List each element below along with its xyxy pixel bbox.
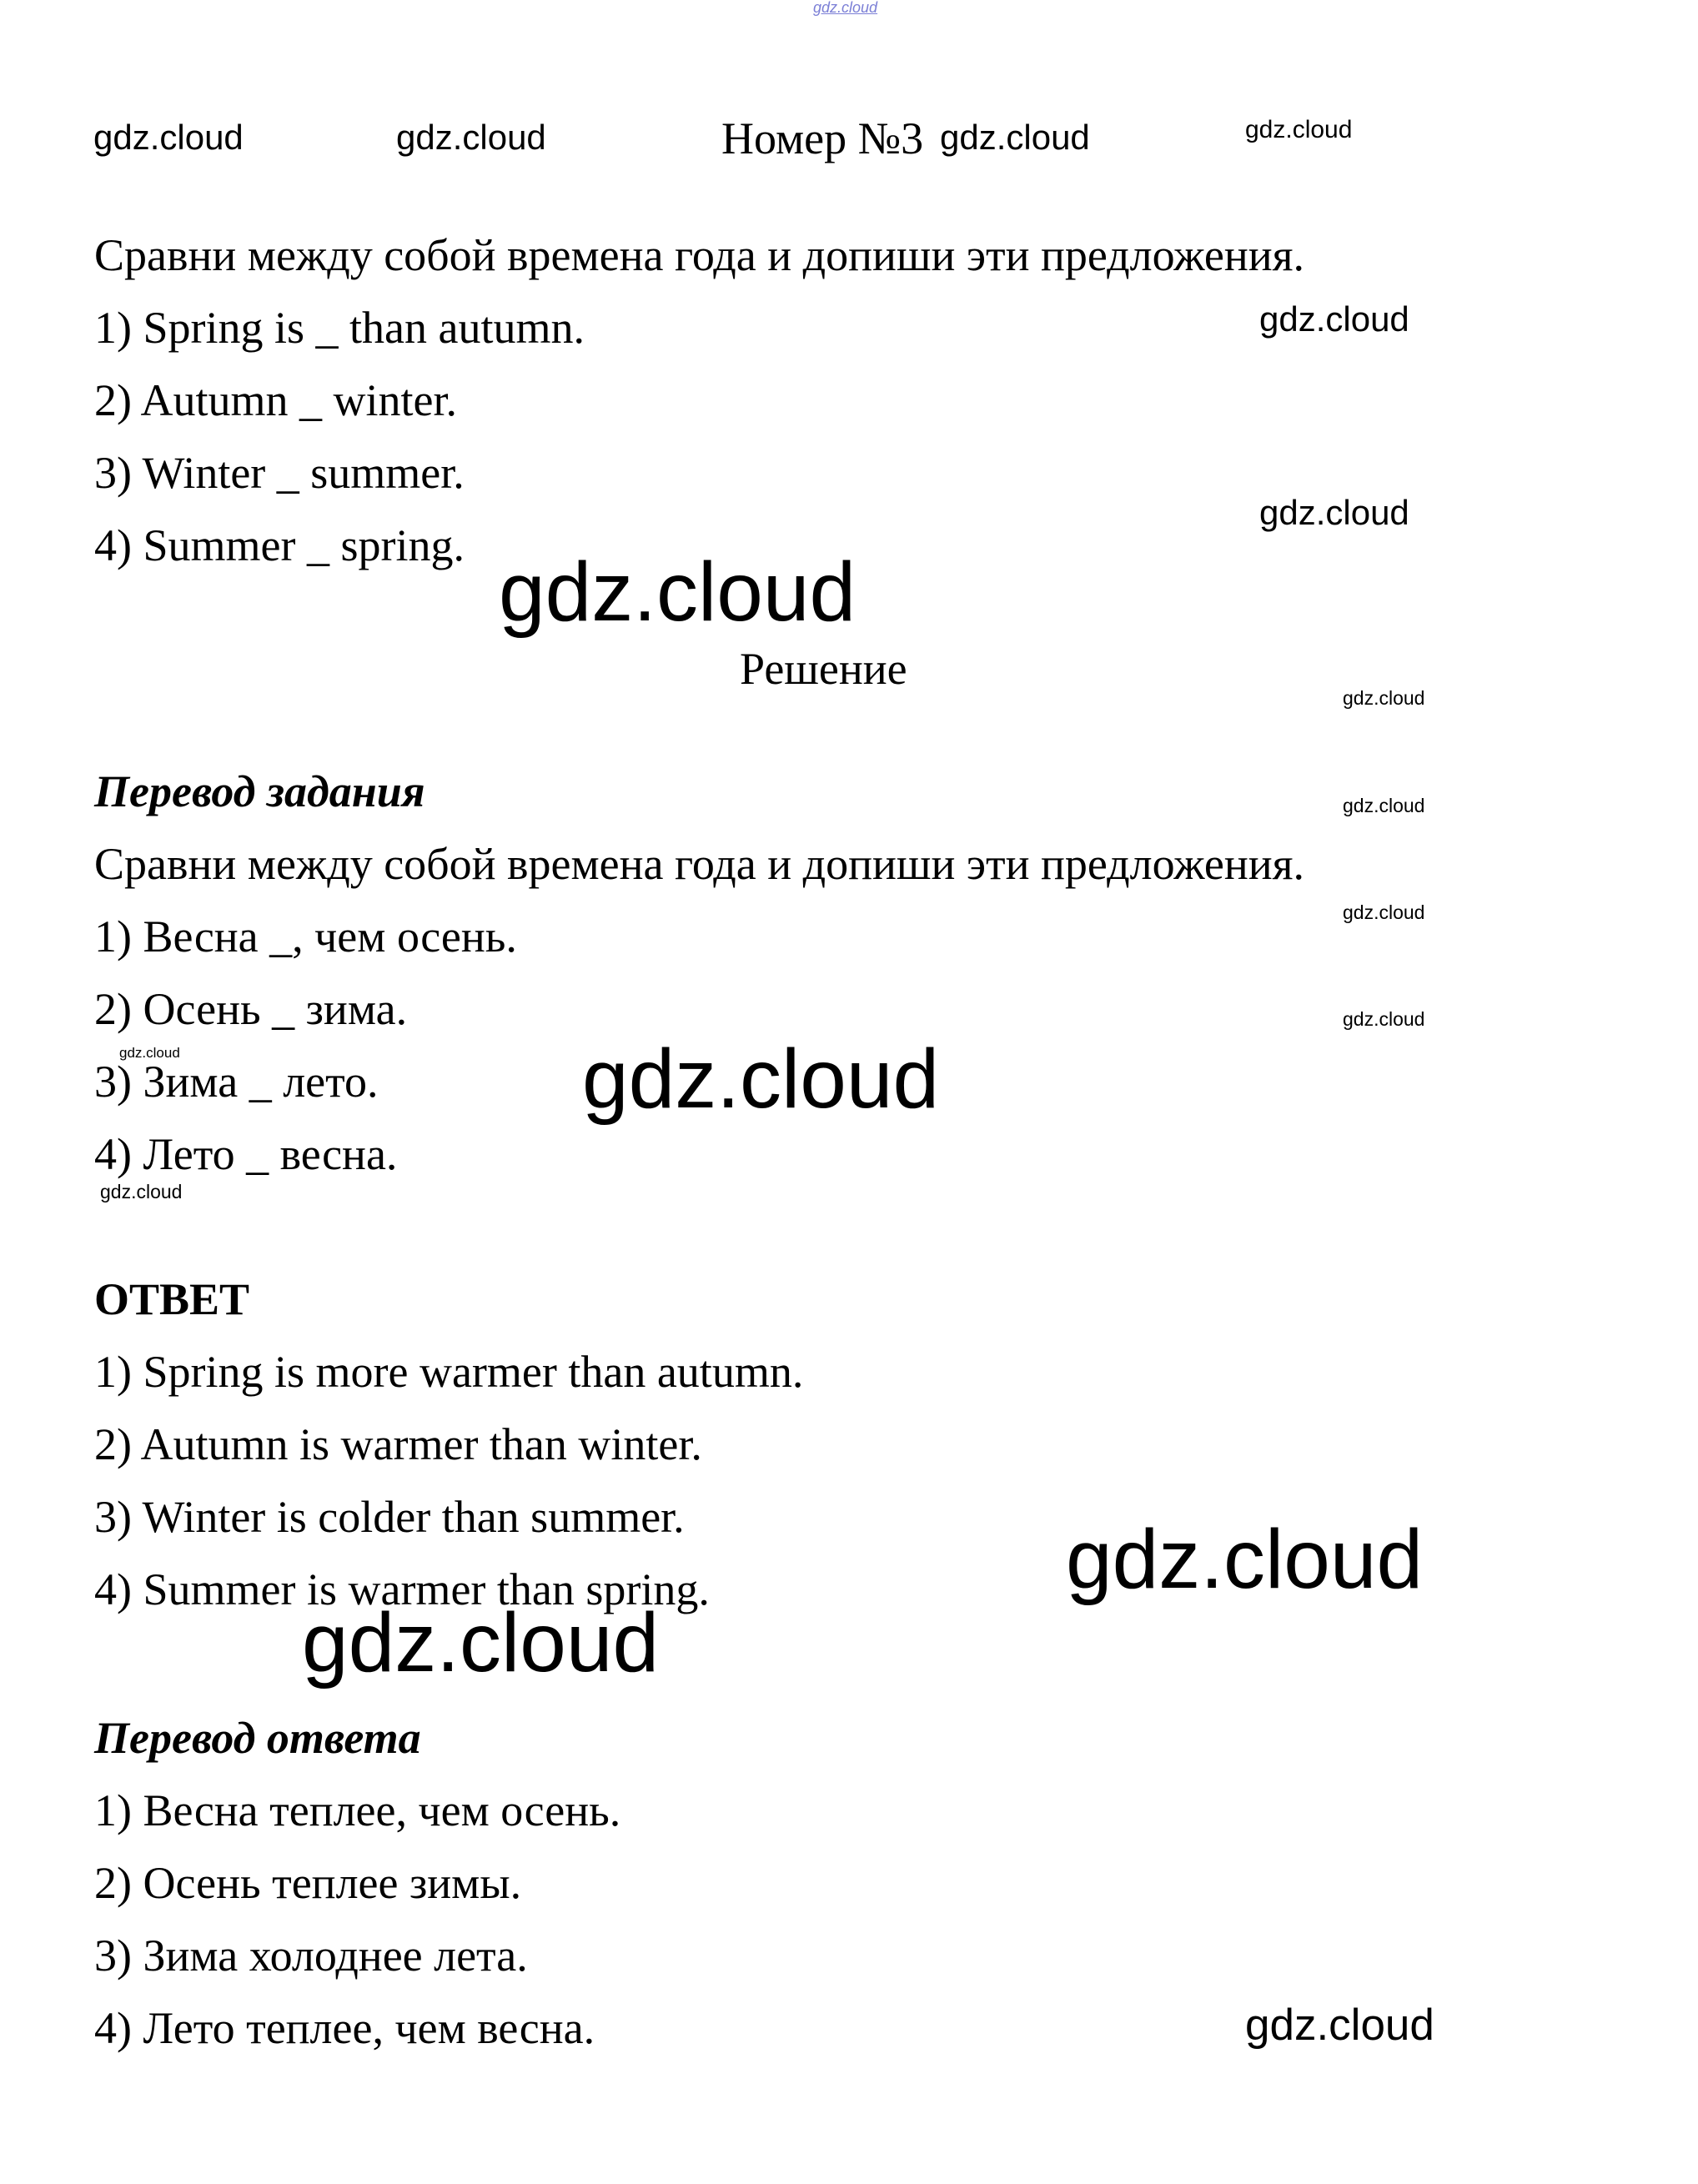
watermark: gdz.cloud <box>302 1596 660 1689</box>
watermark: gdz.cloud <box>940 118 1090 157</box>
watermark: gdz.cloud <box>499 545 857 639</box>
watermark: gdz.cloud <box>1343 1008 1425 1030</box>
page-title: Номер №3 <box>721 113 924 163</box>
watermark: gdz.cloud <box>93 118 244 157</box>
watermark: gdz.cloud <box>119 1045 180 1061</box>
task-item: 2) Autumn _ winter. <box>94 375 457 425</box>
watermark: gdz.cloud <box>1343 901 1425 923</box>
task-translation-heading: Перевод задания <box>94 766 425 816</box>
task-item: 4) Summer _ spring. <box>94 520 465 570</box>
task-item: 1) Spring is _ than autumn. <box>94 303 585 353</box>
watermark: gdz.cloud <box>100 1181 183 1202</box>
watermark: gdz.cloud <box>1066 1513 1424 1606</box>
answer-item: 2) Autumn is warmer than winter. <box>94 1419 702 1469</box>
watermark: gdz.cloud <box>1343 795 1425 816</box>
answer-translation-item: 1) Весна теплее, чем осень. <box>94 1785 621 1835</box>
answer-item: 3) Winter is colder than summer. <box>94 1492 685 1542</box>
task-translation-item: 1) Весна _, чем осень. <box>94 911 517 961</box>
watermark: gdz.cloud <box>813 0 878 16</box>
watermark: gdz.cloud <box>1343 687 1425 709</box>
task-translation-instruction: Сравни между собой времена года и допиши эти предложения. <box>94 839 1304 889</box>
watermark: gdz.cloud <box>1245 116 1353 143</box>
watermark: gdz.cloud <box>1259 493 1409 532</box>
task-translation-item: 2) Осень _ зима. <box>94 984 408 1034</box>
answer-translation-item: 4) Лето теплее, чем весна. <box>94 2003 595 2053</box>
watermark: gdz.cloud <box>582 1032 940 1126</box>
watermark: gdz.cloud <box>1259 299 1409 339</box>
answer-item: 1) Spring is more warmer than autumn. <box>94 1347 804 1397</box>
answer-heading: ОТВЕТ <box>94 1274 250 1324</box>
answer-translation-heading: Перевод ответа <box>94 1713 421 1763</box>
answer-translation-item: 2) Осень теплее зимы. <box>94 1858 522 1908</box>
watermark: gdz.cloud <box>1245 2001 1434 2050</box>
task-translation-item: 4) Лето _ весна. <box>94 1129 398 1179</box>
answer-translation-item: 3) Зима холоднее лета. <box>94 1930 528 1981</box>
watermark: gdz.cloud <box>396 118 546 157</box>
answer-item: 4) Summer is warmer than spring. <box>94 1564 710 1614</box>
task-instruction: Сравни между собой времена года и допиши эти предложения. <box>94 230 1304 280</box>
solution-label: Решение <box>740 644 907 694</box>
task-translation-item: 3) Зима _ лето. <box>94 1057 379 1107</box>
task-item: 3) Winter _ summer. <box>94 448 465 498</box>
